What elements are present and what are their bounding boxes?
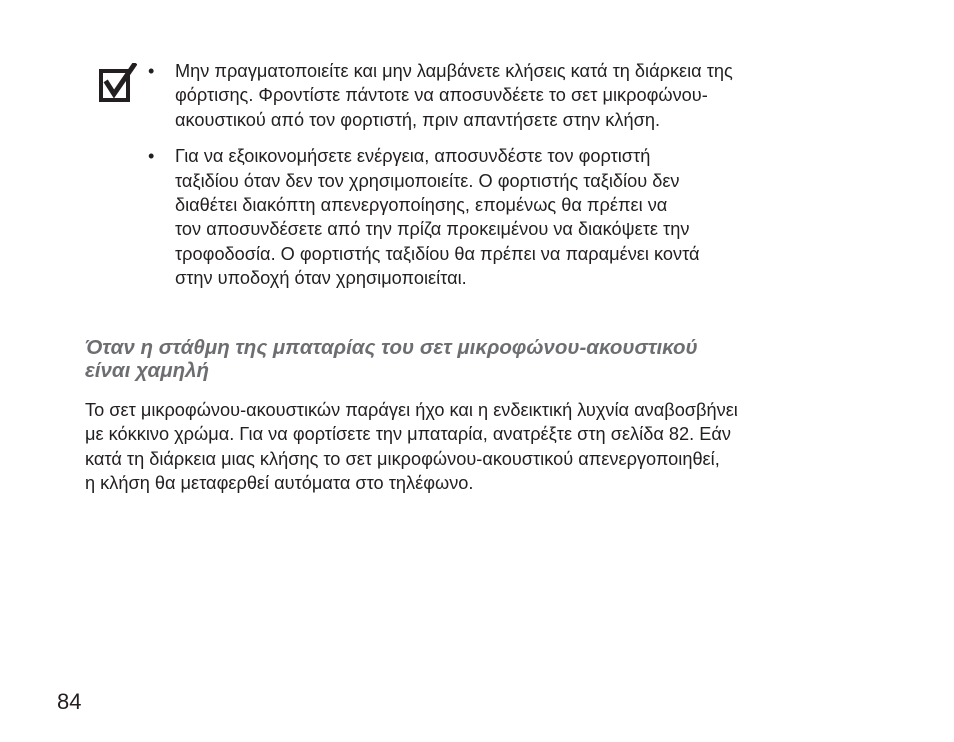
section-heading	[85, 336, 885, 382]
note-bullet-item	[148, 144, 878, 290]
note-text-line: στην υποδοχή όταν χρησιμοποιείται.	[175, 268, 467, 289]
section-body-paragraph	[85, 398, 885, 496]
section-heading-line: Όταν η στάθμη της μπαταρίας του σετ μικροφώνου-ακουστικού	[85, 336, 698, 359]
body-text-line: κατά τη διάρκεια μιας κλήσης το σετ μικροφώνου-ακουστικού απενεργοποιηθεί,	[85, 448, 720, 469]
body-text-line: η κλήση θα μεταφερθεί αυτόματα στο τηλέφωνο.	[85, 473, 474, 494]
note-text-line: ακουστικού από τον φορτιστή, πριν απαντήσετε στην κλήση.	[175, 109, 660, 130]
note-text-line: Για να εξοικονομήσετε ενέργεια, αποσυνδέστε τον φορτιστή	[175, 146, 651, 167]
page-number: 84	[57, 689, 82, 714]
note-text-line: ταξιδίου όταν δεν τον χρησιμοποιείτε. Ο φορτιστής ταξιδίου δεν	[175, 170, 680, 191]
note-text-line: Μην πραγματοποιείτε και μην λαμβάνετε κλήσεις κατά τη διάρκεια της	[175, 61, 733, 81]
body-text-line: Το σετ μικροφώνου-ακουστικών παράγει ήχο και η ενδεικτική λυχνία αναβοσβήνει	[85, 400, 738, 420]
note-text-line: τον αποσυνδέσετε από την πρίζα προκειμένου να διακόψετε την	[175, 219, 690, 240]
note-text-line: φόρτισης. Φροντίστε πάντοτε να αποσυνδέετε το σετ μικροφώνου-	[175, 85, 708, 106]
bullet-mark: •	[148, 146, 155, 167]
note-bullet-item	[148, 59, 878, 132]
section-heading-line: είναι χαμηλή	[85, 359, 210, 382]
checkbox-check-icon	[99, 63, 137, 103]
bullet-mark: •	[148, 61, 155, 81]
note-text-line: τροφοδοσία. Ο φορτιστής ταξιδίου θα πρέπει να παραμένει κοντά	[175, 243, 700, 264]
note-text-line: διαθέτει διακόπτη απενεργοποίησης, επομένως θα πρέπει να	[175, 195, 668, 216]
body-text-line: με κόκκινο χρώμα. Για να φορτίσετε την μπαταρία, ανατρέξτε στη σελίδα 82. Εάν	[85, 424, 731, 445]
note-bullet-list	[148, 59, 878, 303]
